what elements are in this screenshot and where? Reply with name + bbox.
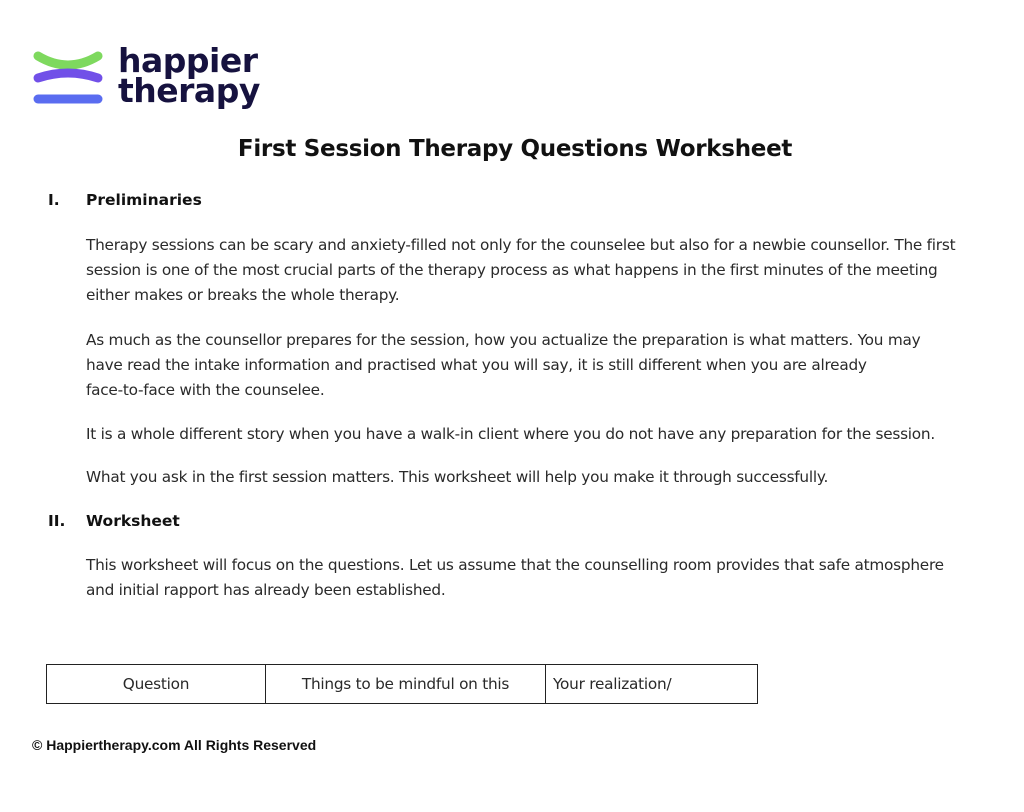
column-header-realization: Your realization/	[546, 665, 758, 704]
logo-wordmark	[118, 41, 260, 110]
logo-waves-icon	[32, 44, 104, 108]
paragraph-walk-in	[86, 422, 1016, 447]
text-line: What you ask in the first session matters. This worksheet will help you make it through successfully.	[86, 468, 829, 486]
text-line: face-to-face with the counselee.	[86, 381, 325, 399]
column-header-mindful: Things to be mindful on this	[266, 665, 546, 704]
text-line: have read the intake information and practised what you will say, it is still different when you are already	[86, 356, 867, 374]
section-title: Preliminaries	[86, 191, 202, 209]
text-line: and initial rapport has already been established.	[86, 581, 446, 599]
paragraph-worksheet-intro	[86, 553, 1016, 603]
table-header-row	[47, 665, 758, 704]
text-line: Therapy sessions can be scary and anxiety-filled not only for the counselee but also for a newbie counsellor. The first	[86, 236, 956, 254]
logo-word-therapy: therapy	[118, 71, 260, 110]
section-number: II.	[48, 512, 66, 530]
copyright-footer: © Happiertherapy.com All Rights Reserved	[32, 737, 317, 753]
section-heading-preliminaries	[48, 191, 202, 209]
section-heading-worksheet	[48, 512, 180, 530]
text-line: This worksheet will focus on the questions. Let us assume that the counselling room provides that safe atmosphere	[86, 556, 944, 574]
worksheet-table	[46, 664, 758, 704]
text-line: session is one of the most crucial parts of the therapy process as what happens in the first minutes of the meeting	[86, 261, 938, 279]
text-line: As much as the counsellor prepares for the session, how you actualize the preparation is what matters. You may	[86, 331, 921, 349]
column-header-question: Question	[47, 665, 266, 704]
paragraph-matters	[86, 465, 1016, 490]
happier-therapy-logo	[32, 38, 260, 114]
paragraph-intro	[86, 233, 1016, 308]
text-line: It is a whole different story when you have a walk-in client where you do not have any preparation for the session.	[86, 425, 935, 443]
logo-word-happier: happier	[118, 41, 258, 80]
document-title: First Session Therapy Questions Worksheet	[237, 136, 793, 162]
text-line: either makes or breaks the whole therapy.	[86, 286, 400, 304]
section-number: I.	[48, 191, 60, 209]
section-title: Worksheet	[86, 512, 180, 530]
paragraph-preparation	[86, 328, 1016, 403]
